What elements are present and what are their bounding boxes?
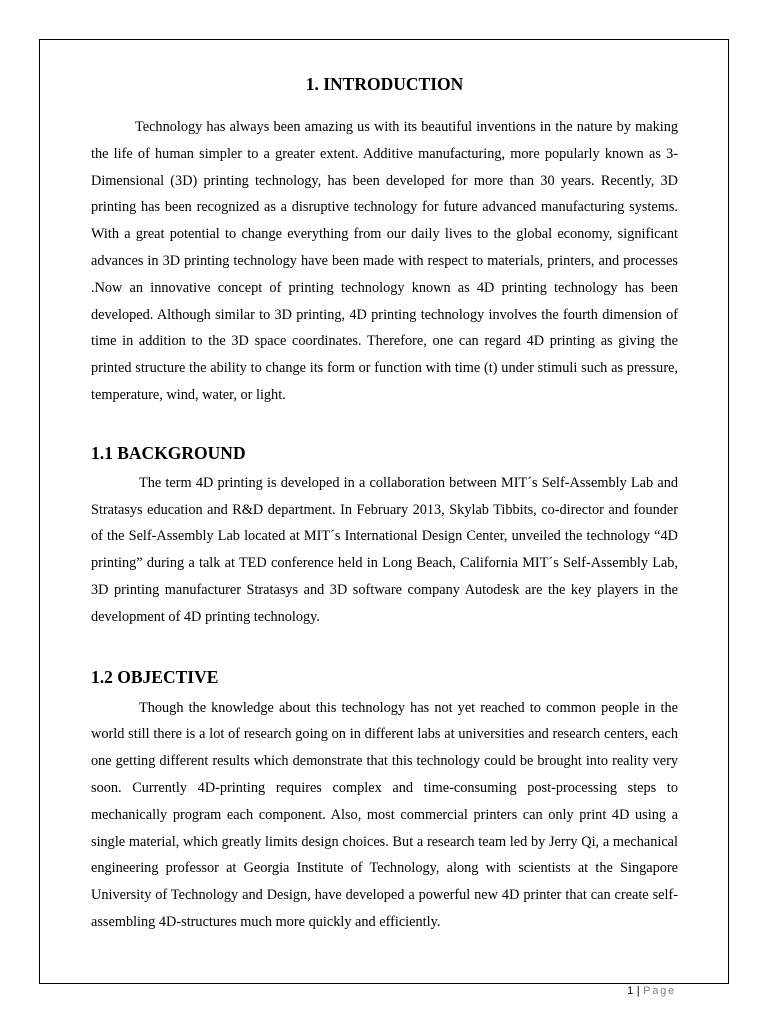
introduction-heading: 1. INTRODUCTION: [305, 74, 464, 94]
page-footer: [627, 985, 676, 997]
background-heading: 1.1 BACKGROUND: [91, 442, 246, 463]
objective-heading: 1.2 OBJECTIVE: [91, 666, 219, 687]
page-label: Page: [643, 985, 676, 997]
introduction-paragraph: Technology has always been amazing us with its beautiful inventions in the nature by making the life of human simpler to a greater extent. Additive manufacturing, more popularly known as 3-Dimensional (3D) printing technology, has been developed for more than 30 years. Recently, 3D printing has been recognized as a disruptive technology for future advanced manufacturing systems. With a great potential to change everything from our daily lives to the global economy, significant advances in 3D printing technology have been made with respect to materials, printers, and processes .Now an innovative concept of printing technology known as 4D printing technology has been developed. Although similar to 3D printing, 4D printing technology involves the fourth dimension of time in addition to the 3D space coordinates. Therefore, one can regard 4D printing as giving the printed structure the ability to change its form or function with time (t) under stimuli such as pressure, temperature, wind, water, or light.: [91, 119, 678, 403]
page-separator: |: [636, 985, 641, 997]
document-body: [91, 70, 678, 936]
background-paragraph: The term 4D printing is developed in a collaboration between MIT´s Self-Assembly Lab and Stratasys education and R&D department. In February 2013, Skylab Tibbits, co-director and founder of the Self-Assembly Lab located at MIT´s International Design Center, unveiled the technology “4D printing” during a talk at TED conference held in Long Beach, California MIT´s Self-Assembly Lab, 3D printing manufacturer Stratasys and 3D software company Autodesk are the key players in the development of 4D printing technology.: [91, 474, 678, 625]
objective-paragraph: Though the knowledge about this technology has not yet reached to common people in the world still there is a lot of research going on in different labs at universities and research centers, each one getting different results which demonstrate that this technology could be brought into reality very soon. Currently 4D-printing requires complex and time-consuming post-processing steps to mechanically program each component. Also, most commercial printers can only print 4D using a single material, which greatly limits design choices. But a research team led by Jerry Qi, a mechanical engineering professor at Georgia Institute of Technology, along with scientists at the Singapore University of Technology and Design, have developed a powerful new 4D printer that can create self-assembling 4D-structures much more quickly and efficiently.: [91, 699, 678, 930]
page-number: 1: [627, 985, 634, 997]
